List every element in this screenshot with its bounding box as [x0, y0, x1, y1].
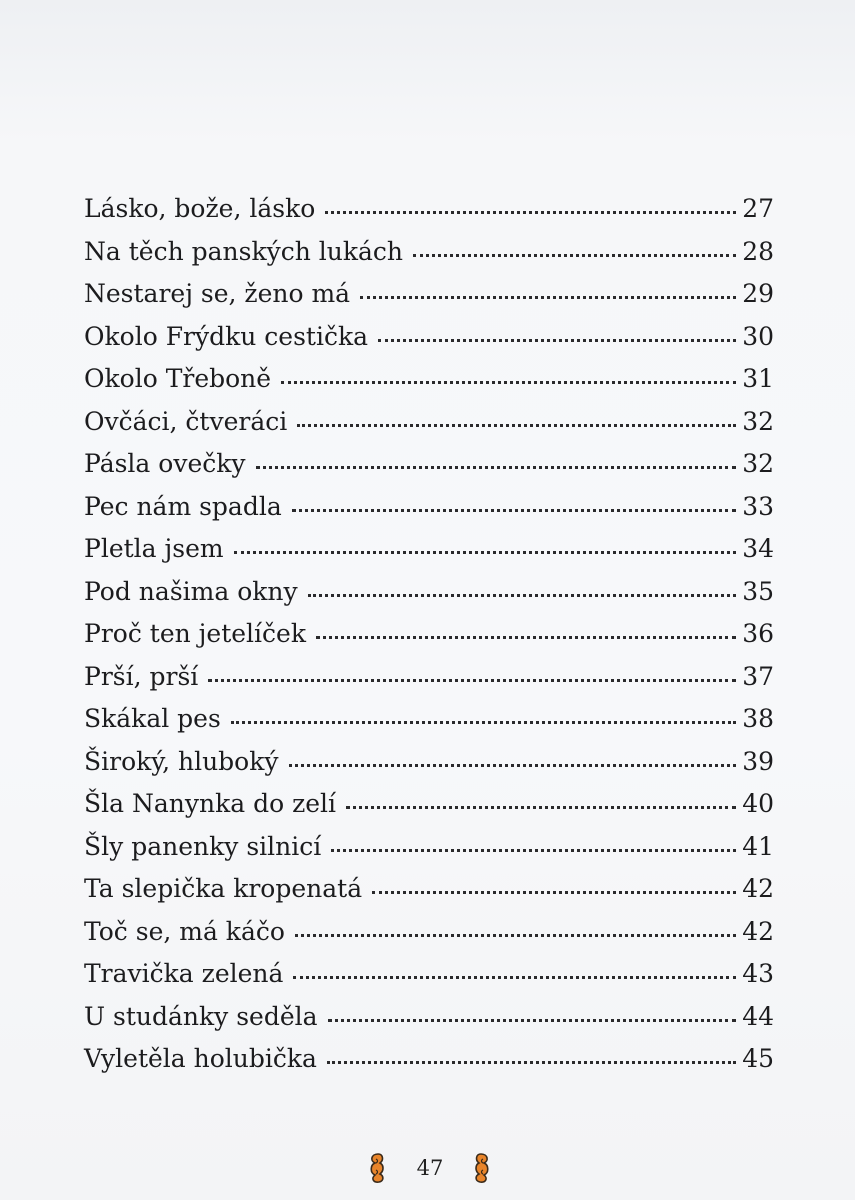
toc-entry-title: Šla Nanynka do zelí [84, 789, 337, 818]
toc-entry [84, 953, 774, 996]
toc-entry-page-number: 27 [742, 194, 774, 223]
dot-leader [378, 339, 736, 342]
dot-leader [346, 806, 736, 809]
toc-entry-title: U studánky seděla [84, 1001, 318, 1031]
toc-entry-page-number: 31 [742, 364, 774, 393]
toc-entry-page-number: 28 [742, 236, 774, 266]
page-footer [0, 1148, 855, 1192]
toc-entry-page-number: 45 [742, 1044, 774, 1073]
toc-entry-title: Travička zelená [84, 959, 284, 988]
dot-leader [208, 679, 736, 682]
toc-entry [84, 698, 774, 741]
toc-entry-title: Ovčáci, čtveráci [84, 406, 288, 436]
dot-leader [372, 891, 736, 894]
toc-entry [84, 528, 774, 571]
dot-leader [234, 551, 737, 554]
toc-entry [84, 783, 774, 826]
toc-entry-title: Pod našima okny [84, 576, 298, 606]
toc-entry [84, 741, 774, 784]
toc-entry [84, 868, 774, 911]
toc-entry [84, 996, 774, 1039]
dot-leader [289, 764, 737, 767]
toc-entry-title: Pásla ovečky [84, 449, 246, 478]
toc-entry-page-number: 41 [742, 831, 774, 861]
toc-entry-title: Pletla jsem [84, 534, 224, 563]
toc-entry-page-number: 33 [742, 491, 774, 521]
toc-entry-page-number: 40 [742, 789, 774, 818]
dot-leader [360, 296, 736, 299]
dot-leader [327, 1061, 736, 1064]
dot-leader [295, 934, 736, 937]
toc-entry [84, 911, 774, 954]
toc-entry [84, 273, 774, 316]
dot-leader [231, 721, 736, 724]
toc-entry-title: Okolo Frýdku cestička [84, 321, 369, 351]
toc-entry-page-number: 42 [742, 916, 774, 946]
toc-entry [84, 316, 774, 359]
toc-entry [84, 613, 774, 656]
dot-leader [325, 211, 736, 214]
dot-leader [293, 976, 736, 979]
toc-entry [84, 826, 774, 869]
toc-entry [84, 358, 774, 401]
toc-entry [84, 231, 774, 274]
toc-entry-title: Ta slepička kropenatá [84, 874, 363, 903]
toc-entry-page-number: 38 [742, 704, 774, 733]
toc-entry-page-number: 43 [742, 959, 774, 988]
toc-entry-title: Široký, hluboký [84, 746, 279, 776]
dot-leader [256, 466, 737, 469]
toc-entry-page-number: 32 [742, 449, 774, 478]
toc-entry-page-number: 29 [742, 279, 774, 308]
toc-entry-page-number: 44 [742, 1001, 774, 1031]
toc-entry-title: Prší, prší [84, 661, 199, 691]
toc-entry-title: Toč se, má káčo [84, 916, 285, 946]
toc-entry-title: Lásko, bože, lásko [84, 194, 316, 223]
toc-entry [84, 443, 774, 486]
toc-entry-page-number: 32 [742, 406, 774, 436]
dot-leader [297, 424, 736, 427]
toc-entry-page-number: 30 [742, 321, 774, 351]
table-of-contents [84, 188, 774, 1081]
dot-leader [292, 509, 736, 512]
toc-entry [84, 571, 774, 614]
scroll-ornament-icon [367, 1152, 387, 1184]
toc-entry-page-number: 37 [742, 661, 774, 691]
toc-entry-title: Skákal pes [84, 704, 221, 733]
page-number: 47 [416, 1156, 444, 1180]
toc-entry-page-number: 35 [742, 576, 774, 606]
toc-entry-title: Vyletěla holubička [84, 1044, 317, 1073]
toc-entry [84, 1038, 774, 1081]
toc-entry [84, 486, 774, 529]
toc-entry-page-number: 39 [742, 746, 774, 776]
toc-entry-title: Nestarej se, ženo má [84, 279, 351, 308]
dot-leader [413, 254, 736, 257]
toc-entry-page-number: 36 [742, 619, 774, 648]
toc-entry [84, 656, 774, 699]
dot-leader [308, 594, 737, 597]
scroll-ornament-icon [472, 1152, 492, 1184]
toc-entry [84, 188, 774, 231]
toc-entry-title: Na těch panských lukách [84, 236, 404, 266]
toc-entry-page-number: 42 [742, 874, 774, 903]
toc-entry-title: Proč ten jetelíček [84, 619, 306, 648]
dot-leader [281, 381, 736, 384]
toc-entry [84, 401, 774, 444]
dot-leader [316, 636, 736, 639]
dot-leader [331, 849, 736, 852]
toc-entry-page-number: 34 [742, 534, 774, 563]
toc-entry-title: Šly panenky silnicí [84, 831, 322, 861]
toc-entry-title: Okolo Třeboně [84, 364, 272, 393]
toc-entry-title: Pec nám spadla [84, 491, 282, 521]
dot-leader [328, 1019, 737, 1022]
